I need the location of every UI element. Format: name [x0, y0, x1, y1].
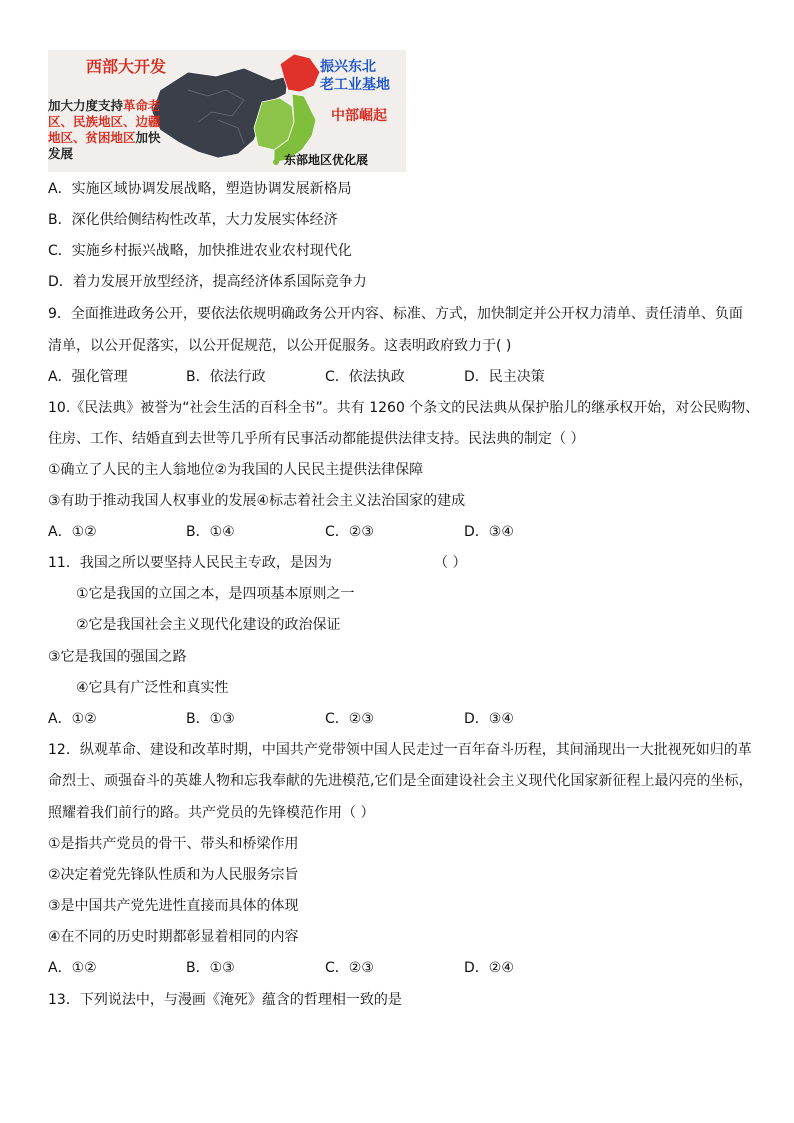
- q11-answer-blank: （ ）: [434, 555, 467, 571]
- q10-stem-line-2: 住房、工作、结婚直到去世等几乎所有民事活动都能提供法律支持。民法典的制定（ ）: [48, 431, 585, 447]
- q10-item-line-1: ①确立了人民的主人翁地位②为我国的人民民主提供法律保障: [48, 462, 424, 478]
- q12-option-a: A．①②: [48, 960, 97, 976]
- q10-option-b: B．①④: [186, 524, 235, 540]
- q11-item-2: ②它是我国社会主义现代化建设的政治保证: [76, 617, 341, 633]
- q10-option-d: D．③④: [464, 524, 514, 540]
- q8-option-c: C．实施乡村振兴战略，加快推进农业农村现代化: [48, 243, 352, 259]
- q11-option-d: D．③④: [464, 711, 514, 727]
- q9-stem-line-1: 9．全面推进政务公开，要依法依规明确政务公开内容、标准、方式，加快制定并公开权力清单、责任清单、负面: [48, 306, 743, 322]
- support-text-red-2: 老区、民族地区、边疆地区、贫困地区: [48, 98, 161, 145]
- q12-item-1: ①是指共产党员的骨干、带头和桥梁作用: [48, 836, 299, 852]
- northeast-label-line-2: 老工业基地: [320, 77, 390, 93]
- q11-item-3: ③它是我国的强国之路: [48, 649, 187, 665]
- q8-option-b: B．深化供给侧结构性改革，大力发展实体经济: [48, 212, 338, 228]
- q9-option-a: A．强化管理: [48, 369, 128, 385]
- east-region-label: 东部地区优化展: [284, 153, 369, 167]
- central-rise-label: 中部崛起: [331, 108, 387, 124]
- support-text-1: 加大力度支持: [48, 98, 124, 113]
- q8-option-d: D．着力发展开放型经济，提高经济体系国际竞争力: [48, 274, 367, 290]
- q12-stem-line-2: 命烈士、顽强奋斗的英雄人物和忘我奉献的先进模范,它们是全面建设社会主义现代化国家新征程上最闪亮的坐标，: [48, 773, 753, 789]
- q9-option-d: D．民主决策: [464, 369, 545, 385]
- q12-stem-line-1: 12．纵观革命、建设和改革时期，中国共产党带领中国人民走过一百年奋斗历程，其间涌现出一大批视死如归的革: [48, 742, 752, 758]
- q10-item-line-2: ③有助于推动我国人权事业的发展④标志着社会主义法治国家的建成: [48, 493, 466, 509]
- q11-option-a: A．①②: [48, 711, 97, 727]
- q12-option-b: B．①③: [186, 960, 235, 976]
- q9-stem-line-2: 清单，以公开促落实，以公开促规范，以公开促服务。这表明政府致力于( ): [48, 338, 512, 354]
- regional-development-map: [48, 50, 406, 172]
- northeast-label: [320, 58, 390, 94]
- q12-item-3: ③是中国共产党先进性直接而具体的体现: [48, 898, 299, 914]
- q12-item-2: ②决定着党先锋队性质和为人民服务宗旨: [48, 867, 299, 883]
- support-text-2: 加快发展: [48, 130, 161, 161]
- q11-option-c: C．②③: [325, 711, 374, 727]
- q13-stem: 13．下列说法中，与漫画《淹死》蕴含的哲理相一致的是: [48, 992, 402, 1008]
- q10-option-a: A．①②: [48, 524, 97, 540]
- q10-stem-line-1: 10.《民法典》被誉为“社会生活的百科全书”。共有 1260 个条文的民法典从保护胎儿的继承权开始，对公民购物、: [48, 400, 760, 416]
- q12-option-c: C．②③: [325, 960, 374, 976]
- northeast-label-line-1: 振兴东北: [320, 59, 376, 75]
- q12-item-4: ④在不同的历史时期都彰显着相同的内容: [48, 929, 299, 945]
- q11-stem: 11．我国之所以要坚持人民民主专政，是因为: [48, 555, 332, 571]
- q11-item-4: ④它具有广泛性和真实性: [76, 680, 229, 696]
- west-development-label: 西部大开发: [86, 57, 167, 76]
- q9-option-c: C．依法执政: [325, 369, 405, 385]
- q11-option-b: B．①③: [186, 711, 235, 727]
- q10-option-c: C．②③: [325, 524, 374, 540]
- q9-option-b: B．依法行政: [186, 369, 266, 385]
- support-regions-label: [48, 98, 168, 162]
- support-text-red-1: 革命: [123, 98, 149, 113]
- q12-stem-line-3: 照耀着我们前行的路。共产党员的先锋模范作用（ ）: [48, 805, 375, 821]
- q8-option-a: A．实施区域协调发展战略，塑造协调发展新格局: [48, 181, 352, 197]
- q12-option-d: D．②④: [464, 960, 514, 976]
- q11-item-1: ①它是我国的立国之本，是四项基本原则之一: [76, 586, 355, 602]
